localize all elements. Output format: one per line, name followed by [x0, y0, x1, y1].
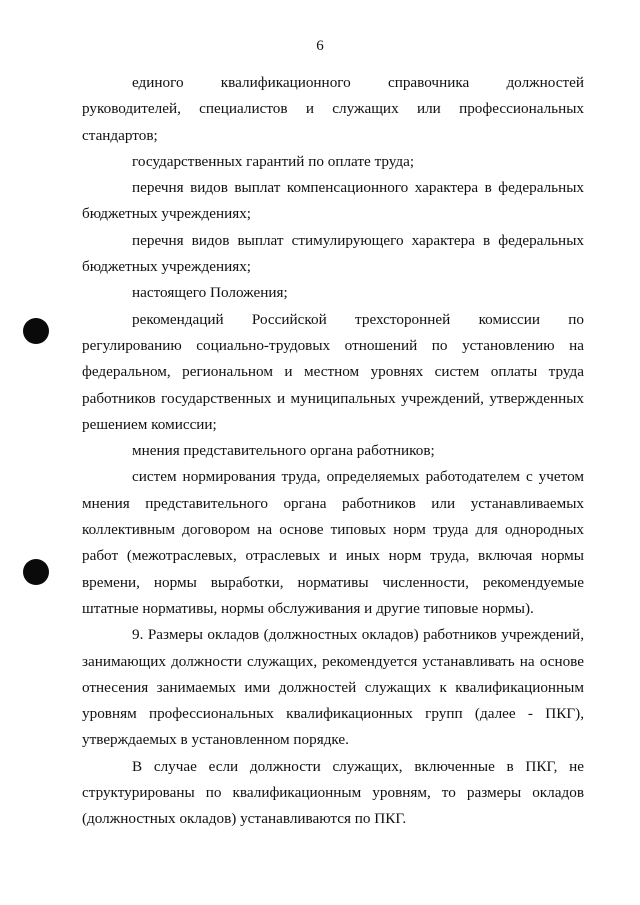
- paragraph-workers-representative-opinion: мнения представительного органа работников;: [132, 442, 435, 460]
- binder-hole-top: [23, 318, 49, 344]
- binder-hole-bottom: [23, 559, 49, 585]
- paragraph-pkg-not-structured: В случае если должности служащих, включенные в ПКГ, не структурированы по квалификационным уровням, то размеры окладов (должностных окладов) устанавливаются по ПКГ.: [82, 757, 584, 828]
- paragraph-unified-qualification-handbook: единого квалификационного справочника должностей руководителей, специалистов и служащих или профессиональных стандартов;: [82, 74, 584, 144]
- paragraph-compensation-payments: перечня видов выплат компенсационного характера в федеральных бюджетных учреждениях;: [82, 179, 584, 223]
- paragraph-this-regulation: настоящего Положения;: [132, 284, 288, 302]
- paragraph-labor-standards-systems: систем нормирования труда, определяемых работодателем с учетом мнения представительного органа работников или устанавливаемых коллективным договором на основе типовых норм труда для однородных работ (межотраслевых, отраслевых и иных норм труда, включая нормы времени, нормы выработки, нормативы численности, рекомендуемые штатные нормативы, нормы обслуживания и другие типовые нормы).: [82, 468, 584, 617]
- page-number: 6: [316, 38, 324, 54]
- document-body: [82, 70, 584, 833]
- paragraph-incentive-payments: перечня видов выплат стимулирующего характера в федеральных бюджетных учреждениях;: [82, 231, 584, 276]
- paragraph-tripartite-commission: рекомендаций Российской трехсторонней комиссии по регулированию социально-трудовых отношений по установлению на федеральном, региональном и местном уровнях систем оплаты труда работников государственных и муниципальных учреждений, утвержденных решением комиссии;: [82, 310, 584, 433]
- paragraph-state-guarantees: государственных гарантий по оплате труда;: [132, 152, 415, 170]
- paragraph-section-9-salaries: 9. Размеры окладов (должностных окладов) работников учреждений, занимающих должности служащих, рекомендуется устанавливать на основе отнесения занимаемых ими должностей служащих к квалификационным уровням профессиональных квалификационных групп (далее - ПКГ), утверждаемых в установленном порядке.: [82, 626, 584, 749]
